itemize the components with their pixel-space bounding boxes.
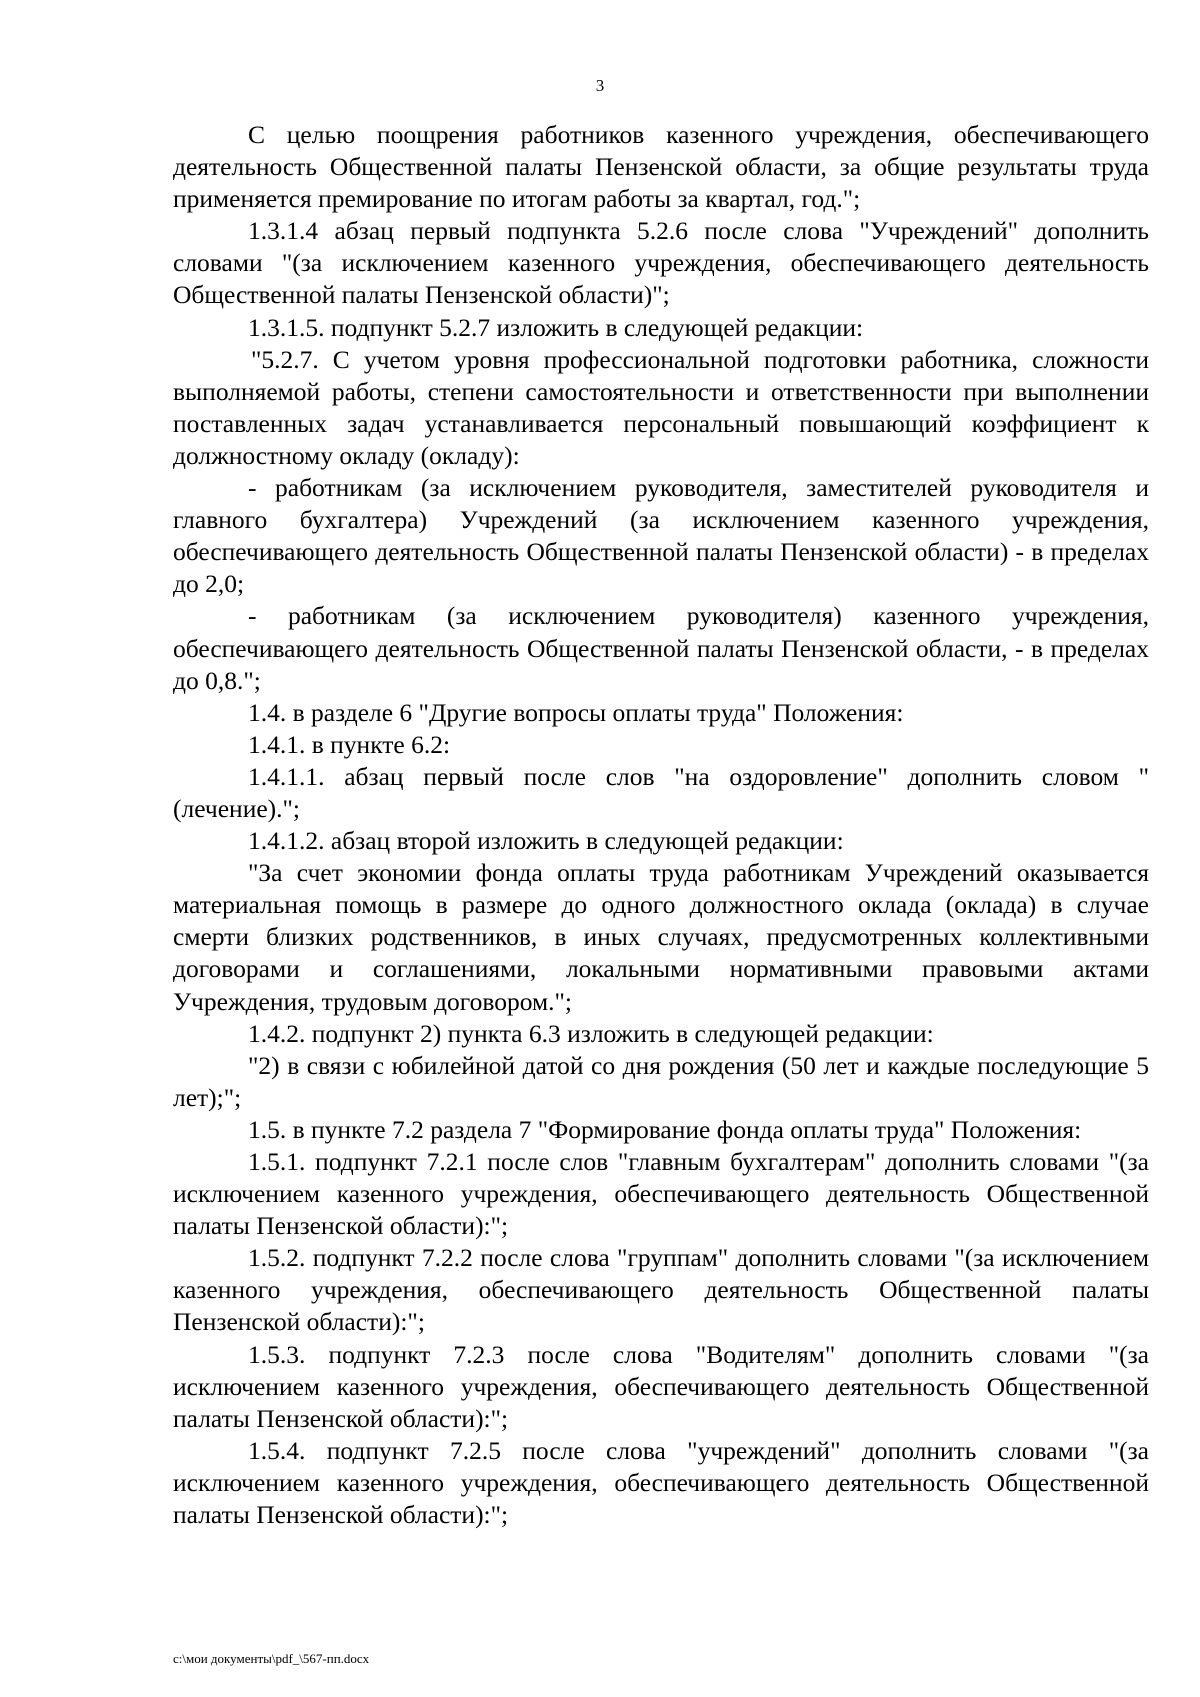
paragraph-1-4-1-1: 1.4.1.1. абзац первый после слов "на оздоровление" дополнить словом "(лечение)."; bbox=[173, 761, 1149, 823]
page-number: 3 bbox=[595, 76, 605, 95]
paragraph-1-5: 1.5. в пункте 7.2 раздела 7 "Формирование фонда оплаты труда" Положения: bbox=[248, 1114, 1082, 1144]
paragraph-1-4-1-2: 1.4.1.2. абзац второй изложить в следующей редакции: bbox=[248, 826, 844, 856]
paragraph-1-3-1-4: 1.3.1.4 абзац первый подпункта 5.2.6 после слова "Учреждений" дополнить словами "(за исключением казенного учреждения, обеспечивающего деятельность Общественной палаты Пензенской области)"; bbox=[173, 216, 1149, 310]
paragraph-1-5-3: 1.5.3. подпункт 7.2.3 после слова "Водителям" дополнить словами "(за исключением казенного учреждения, обеспечивающего деятельность Общественной палаты Пензенской области):"; bbox=[173, 1339, 1149, 1433]
paragraph-1-3-1-5: 1.3.1.5. подпункт 5.2.7 изложить в следующей редакции: bbox=[248, 312, 864, 342]
paragraph-1-5-2: 1.5.2. подпункт 7.2.2 после слова "группам" дополнить словами "(за исключением казенного учреждения, обеспечивающего деятельность Общественной палаты Пензенской области):"; bbox=[173, 1243, 1149, 1337]
paragraph-1-4-2: 1.4.2. подпункт 2) пункта 6.3 изложить в следующей редакции: bbox=[248, 1018, 934, 1048]
paragraph-5-2-7-text: "5.2.7. С учетом уровня профессиональной подготовки работника, сложности выполняемой работы, степени самостоятельности и ответственности при выполнении поставленных задач устанавливается персональный повышающий коэффициент к должностному окладу (окладу): bbox=[173, 344, 1149, 470]
file-path-footer: c:\мои документы\pdf_\567-пп.docx bbox=[173, 1651, 370, 1666]
paragraph-1-4-1: 1.4.1. в пункте 6.2: bbox=[248, 729, 451, 759]
paragraph-1-4: 1.4. в разделе 6 "Другие вопросы оплаты труда" Положения: bbox=[248, 697, 904, 727]
paragraph-workers-coefficient-0-8: - работникам (за исключением руководителя) казенного учреждения, обеспечивающего деятельность Общественной палаты Пензенской области, - в пределах до 0,8."; bbox=[173, 601, 1149, 695]
paragraph-incentive-purpose: С целью поощрения работников казенного учреждения, обеспечивающего деятельность Общественной палаты Пензенской области, за общие результаты труда применяется премирование по итогам работы за квартал, год."; bbox=[173, 120, 1149, 214]
document-body bbox=[173, 119, 1149, 1531]
paragraph-jubilee-text: "2) в связи с юбилейной датой со дня рождения (50 лет и каждые последующие 5 лет);"; bbox=[173, 1050, 1149, 1112]
paragraph-workers-coefficient-2: - работникам (за исключением руководителя, заместителей руководителя и главного бухгалтера) Учреждений (за исключением казенного учреждения, обеспечивающего деятельность Общественной палаты Пензенской области) - в пределах до 2,0; bbox=[173, 473, 1149, 599]
paragraph-1-5-4: 1.5.4. подпункт 7.2.5 после слова "учреждений" дополнить словами "(за исключением казенного учреждения, обеспечивающего деятельность Общественной палаты Пензенской области):"; bbox=[173, 1435, 1149, 1530]
paragraph-material-aid-text: "За счет экономии фонда оплаты труда работникам Учреждений оказывается материальная помощь в размере до одного должностного оклада (оклада) в случае смерти близких родственников, в иных случаях, предусмотренных коллективными договорами и соглашениями, локальными нормативными правовыми актами Учреждения, трудовым договором."; bbox=[173, 858, 1149, 1016]
paragraph-1-5-1: 1.5.1. подпункт 7.2.1 после слов "главным бухгалтерам" дополнить словами "(за исключением казенного учреждения, обеспечивающего деятельность Общественной палаты Пензенской области):"; bbox=[173, 1147, 1149, 1241]
